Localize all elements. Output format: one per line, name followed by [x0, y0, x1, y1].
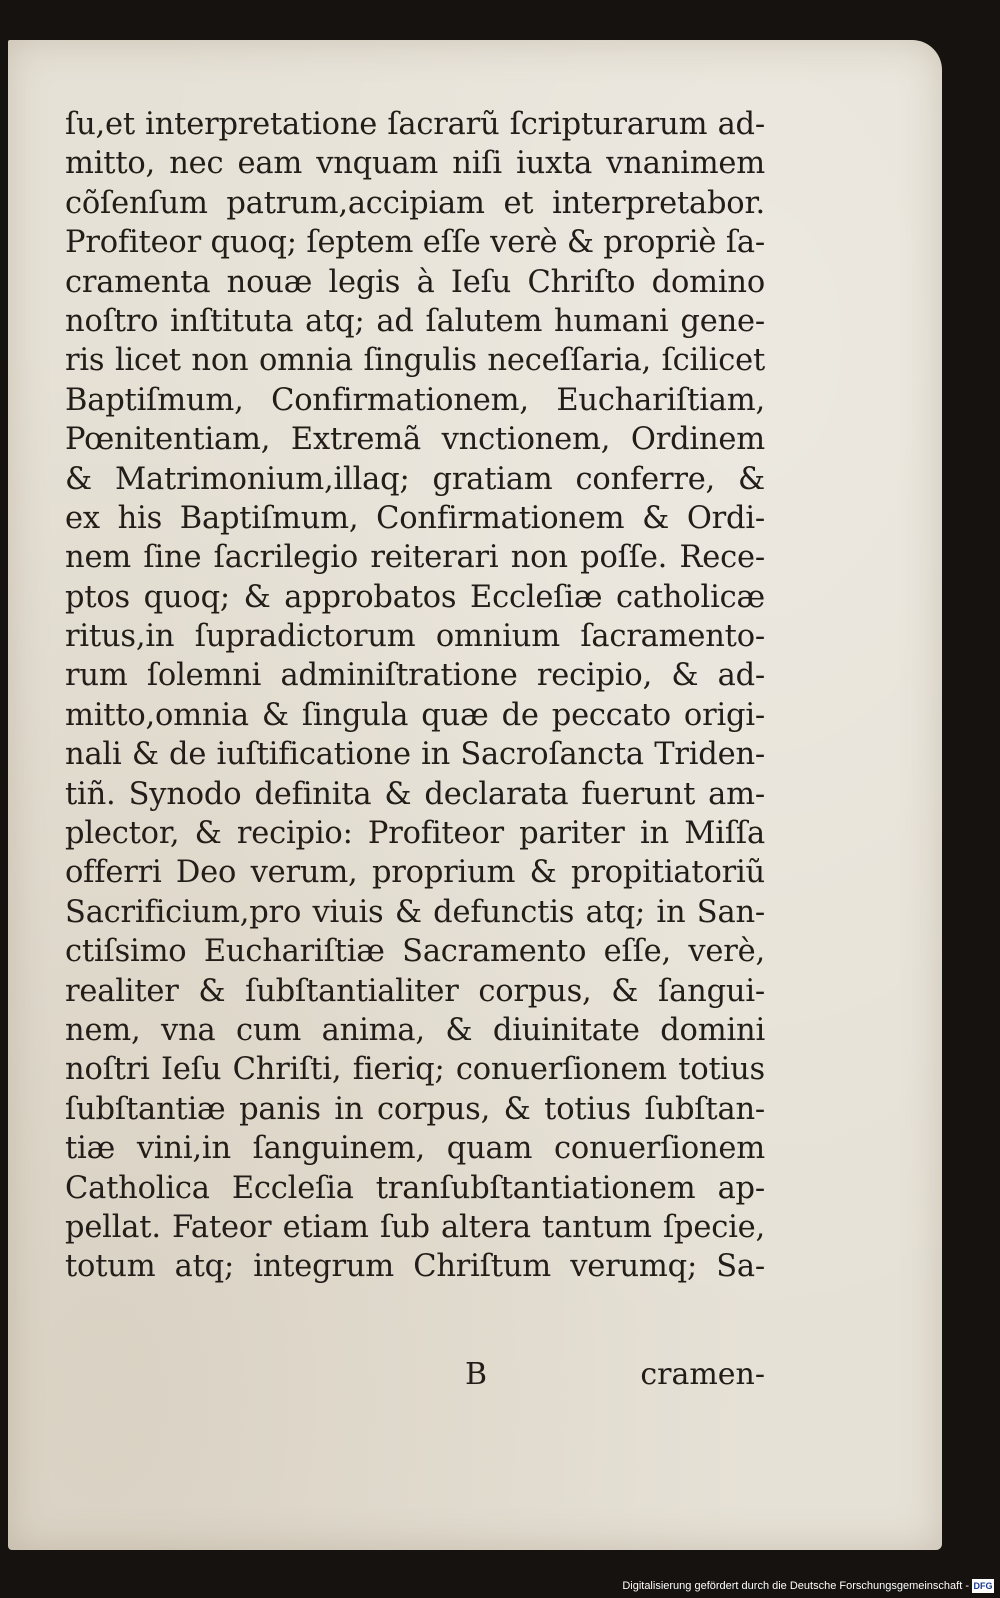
text-line: Sacrificium,pro viuis & defunctis atq; in San- [65, 894, 765, 930]
text-line: rum ſolemni adminiſtratione recipio, & ad- [65, 658, 765, 694]
page-footer [65, 1357, 765, 1397]
text-line: tiæ vini,in ſanguinem, quam conuerſionem [65, 1131, 765, 1167]
text-line: cramenta nouæ legis à Ieſu Chriſto domino [65, 264, 765, 300]
text-line: plector, & recipio: Profiteor pariter in Miſſa [65, 816, 765, 852]
text-line: mitto,omnia & ſingula quæ de peccato origi- [65, 697, 765, 733]
text-line: noſtri Ieſu Chriſti, fieriq; conuerſionem totius [65, 1052, 765, 1088]
text-line: cõſenſum patrum,accipiam et interpretabor. [65, 185, 765, 221]
body-text [65, 105, 765, 1287]
text-line: Pœnitentiam, Extremã vnctionem, Ordinem [65, 422, 765, 458]
text-line: nem ſine ſacrilegio reiterari non poſſe. Rece- [65, 540, 765, 576]
text-line: ſubſtantiæ panis in corpus, & totius ſubſtan- [65, 1091, 765, 1127]
text-line: nem, vna cum anima, & diuinitate domini [65, 1012, 765, 1048]
text-line: ex his Baptiſmum, Confirmationem & Ordi- [65, 500, 765, 536]
text-line: noſtro inſtituta atq; ad ſalutem humani gene- [65, 303, 765, 339]
text-line: Profiteor quoq; ſeptem eſſe verè & propriè ſa- [65, 225, 765, 261]
text-line: nali & de iuſtificatione in Sacroſancta Triden- [65, 737, 765, 773]
text-line: ctiſsimo Euchariſtiæ Sacramento eſſe, verè, [65, 934, 765, 970]
text-line: ritus,in ſupradictorum omnium ſacramento- [65, 619, 765, 655]
text-line: offerri Deo verum, proprium & propitiatoriũ [65, 855, 765, 891]
text-line: realiter & ſubſtantialiter corpus, & ſangui- [65, 973, 765, 1009]
dfg-logo-icon: DFG [973, 1581, 993, 1591]
catchword: cramen- [640, 1357, 765, 1392]
book-page [8, 40, 942, 1550]
text-line: ſu,et interpretatione ſacrarũ ſcripturarum ad- [65, 107, 765, 142]
text-line: tiñ. Synodo definita & declarata fuerunt am- [65, 776, 765, 812]
signature-mark: B [465, 1357, 488, 1392]
text-line: mitto, nec eam vnquam niſi iuxta vnanimem [65, 146, 765, 182]
text-line: ptos quoq; & approbatos Eccleſiæ catholicæ [65, 579, 765, 615]
text-line: & Matrimonium,illaq; gratiam conferre, & [65, 461, 765, 497]
text-line: ris licet non omnia ſingulis neceſſaria, ſcilicet [65, 343, 765, 379]
digitization-credit: Digitalisierung gefördert durch die Deutsche Forschungsgemeinschaft - [622, 1580, 969, 1592]
credit-bar [0, 1568, 1000, 1598]
text-line: Baptiſmum, Confirmationem, Euchariſtiam, [65, 382, 765, 418]
text-line: totum atq; integrum Chriſtum verumq; Sa- [65, 1249, 765, 1285]
text-line: pellat. Fateor etiam ſub altera tantum ſpecie, [65, 1209, 765, 1245]
text-line: Catholica Eccleſia tranſubſtantiationem ap- [65, 1170, 765, 1206]
